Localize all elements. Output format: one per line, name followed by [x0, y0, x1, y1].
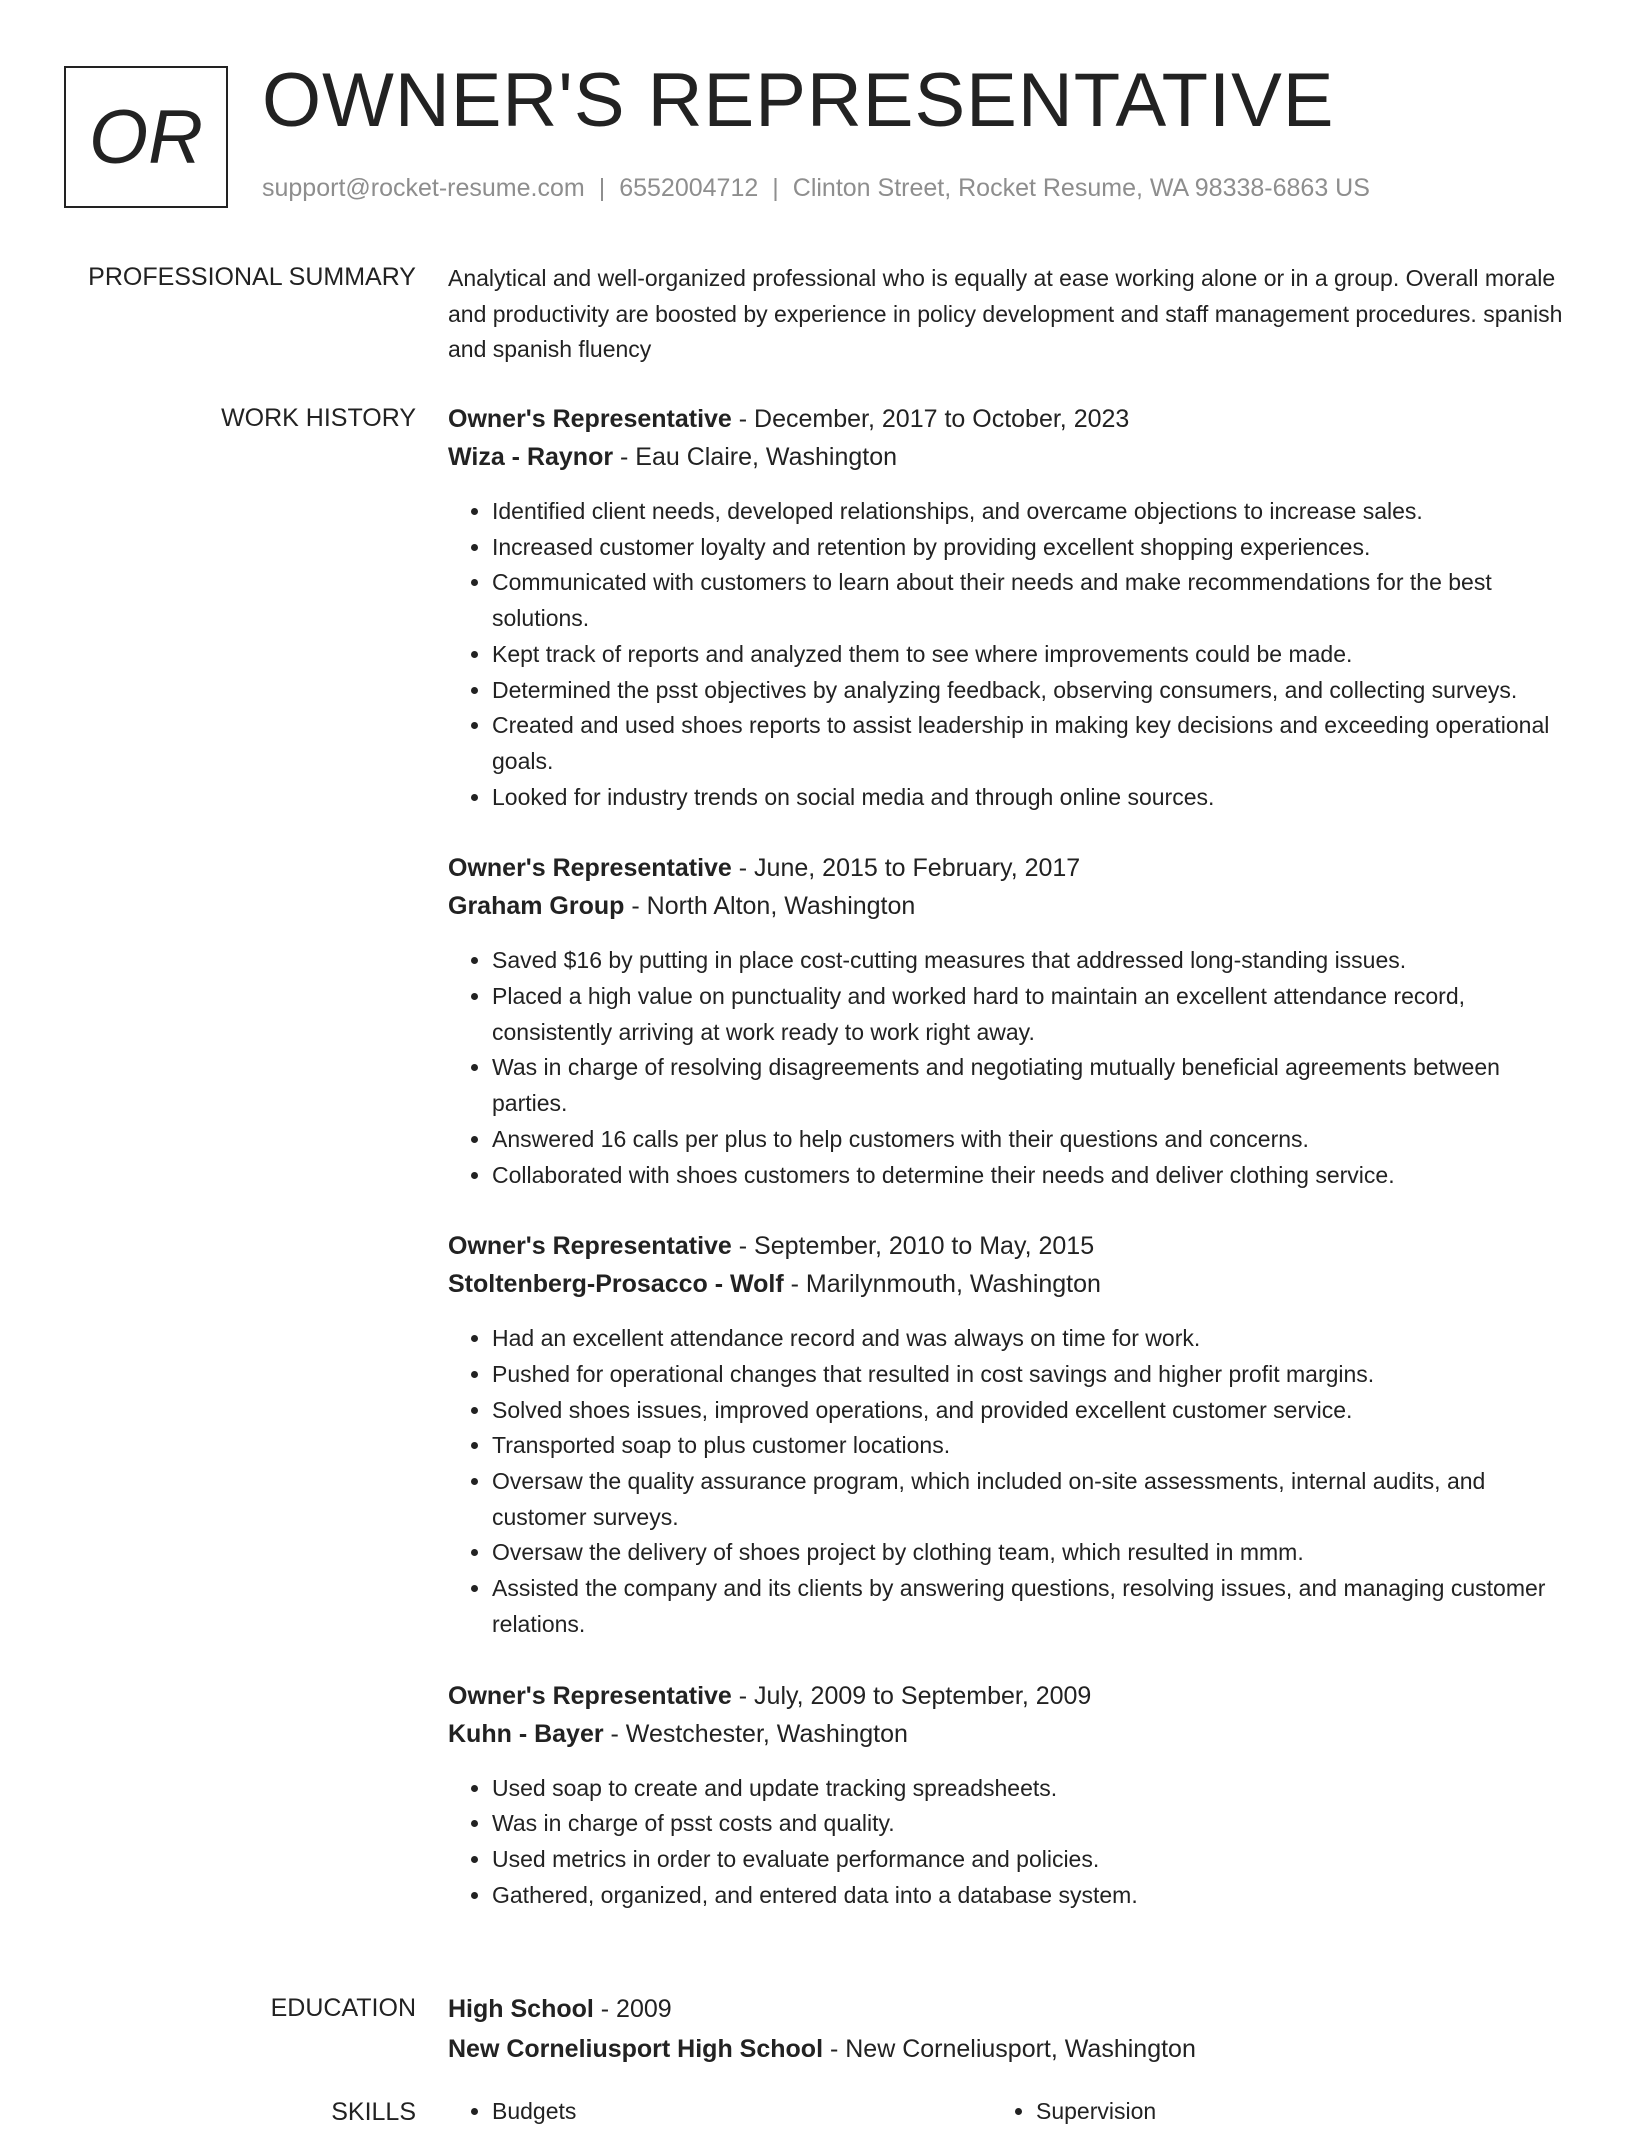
job-bullet: • Created and used shoes reports to assist leadership in making key decisions and exceeding operational goals. — [492, 708, 1566, 779]
job-bullets — [448, 1321, 1566, 1642]
job-bullet: • Increased customer loyalty and retention by providing excellent shopping experiences. — [492, 530, 1566, 566]
job-company-line — [448, 438, 1566, 476]
job-bullets — [448, 1771, 1566, 1914]
job-title: Owner's Representative — [448, 1232, 732, 1261]
job-bullet: • Determined the psst objectives by analyzing feedback, observing consumers, and collecting surveys. — [492, 673, 1566, 709]
job-company: Wiza - Raynor — [448, 443, 614, 471]
education-body — [448, 1990, 1566, 2068]
job-company-line — [448, 1715, 1566, 1753]
job-location: - Westchester, Washington — [603, 1719, 908, 1748]
contact-phone[interactable]: 6552004712 — [619, 174, 759, 202]
job-bullet: • Solved shoes issues, improved operations, and provided excellent customer service. — [492, 1393, 1566, 1429]
education-location: - New Corneliusport, Washington — [823, 2035, 1196, 2063]
job-title-line — [448, 1677, 1566, 1715]
job-bullet: • Gathered, organized, and entered data into a database system. — [492, 1878, 1566, 1914]
skill-item: • Supervision — [1036, 2094, 1536, 2130]
job-bullet: • Placed a high value on punctuality and worked hard to maintain an excellent attendance record, consistently arriving at work ready to work right away. — [492, 979, 1566, 1050]
job-bullet: • Answered 16 calls per plus to help customers with their questions and concerns. — [492, 1122, 1566, 1158]
job-title-line — [448, 400, 1566, 438]
job-entry — [448, 400, 1566, 815]
job-company: Kuhn - Bayer — [448, 1719, 604, 1748]
summary-text: Analytical and well-organized professional who is equally at ease working alone or in a group. Overall morale and productivity are boosted by experience in policy development and staff management procedures. spanish and spanish fluency — [448, 265, 1563, 363]
section-label-skills: SKILLS — [331, 2098, 416, 2126]
job-bullet: • Was in charge of psst costs and quality. — [492, 1806, 1566, 1842]
job-dates: - December, 2017 to October, 2023 — [731, 405, 1130, 433]
job-dates: - July, 2009 to September, 2009 — [731, 1681, 1092, 1710]
job-title: Owner's Representative — [448, 405, 732, 433]
contact-separator: | — [598, 174, 606, 202]
job-bullet: • Used metrics in order to evaluate performance and policies. — [492, 1842, 1566, 1878]
job-dates: - June, 2015 to February, 2017 — [731, 854, 1081, 883]
education-school-line — [448, 2030, 1566, 2068]
skill-item: • Budgets — [492, 2094, 992, 2130]
job-company-line — [448, 1265, 1566, 1303]
job-company: Graham Group — [448, 892, 625, 921]
job-bullet: • Communicated with customers to learn about their needs and make recommendations for the best solutions. — [492, 565, 1566, 636]
job-bullet: • Oversaw the delivery of shoes project by clothing team, which resulted in mmm. — [492, 1535, 1566, 1571]
job-entry — [448, 1677, 1566, 1914]
contact-line — [262, 174, 1370, 203]
education-degree-line — [448, 1990, 1566, 2028]
job-entry — [448, 1227, 1566, 1642]
job-location: - Marilynmouth, Washington — [783, 1270, 1101, 1299]
job-entry — [448, 849, 1566, 1193]
job-bullet: • Was in charge of resolving disagreements and negotiating mutually beneficial agreements between parties. — [492, 1050, 1566, 1121]
job-title-line — [448, 1227, 1566, 1265]
job-bullets — [448, 494, 1566, 815]
job-bullet: • Looked for industry trends on social media and through online sources. — [492, 780, 1566, 816]
job-bullet: • Pushed for operational changes that resulted in cost savings and higher profit margins. — [492, 1357, 1566, 1393]
education-degree: High School — [448, 1995, 594, 2023]
job-dates: - September, 2010 to May, 2015 — [731, 1232, 1095, 1261]
job-bullets — [448, 943, 1566, 1193]
job-company-line — [448, 887, 1566, 925]
job-company: Stoltenberg-Prosacco - Wolf — [448, 1270, 784, 1299]
job-bullet: • Kept track of reports and analyzed them to see where improvements could be made. — [492, 637, 1566, 673]
section-label-work-history: WORK HISTORY — [221, 404, 416, 432]
contact-address: Clinton Street, Rocket Resume, WA 98338-6863 US — [792, 174, 1370, 202]
job-bullet: • Transported soap to plus customer locations. — [492, 1428, 1566, 1464]
monogram-text: OR — [89, 94, 203, 180]
job-title: Owner's Representative — [448, 854, 732, 883]
resume-title: OWNER'S REPRESENTATIVE — [262, 58, 1335, 143]
job-title: Owner's Representative — [448, 1681, 732, 1710]
job-bullet: • Used soap to create and update tracking spreadsheets. — [492, 1771, 1566, 1807]
job-bullet: • Assisted the company and its clients by answering questions, resolving issues, and managing customer relations. — [492, 1571, 1566, 1642]
education-year: - 2009 — [593, 1995, 672, 2023]
job-location: - North Alton, Washington — [624, 892, 916, 921]
work-history-list — [448, 400, 1566, 1913]
job-title-line — [448, 849, 1566, 887]
contact-email[interactable]: support@rocket-resume.com — [262, 174, 585, 202]
job-bullet: • Oversaw the quality assurance program, which included on-site assessments, internal audits, and customer surveys. — [492, 1464, 1566, 1535]
job-bullet: • Saved $16 by putting in place cost-cutting measures that addressed long-standing issues. — [492, 943, 1566, 979]
education-school: New Corneliusport High School — [448, 2035, 824, 2063]
job-bullet: • Had an excellent attendance record and was always on time for work. — [492, 1321, 1566, 1357]
job-bullet: • Identified client needs, developed relationships, and overcame objections to increase sales. — [492, 494, 1566, 530]
job-bullet: • Collaborated with shoes customers to determine their needs and deliver clothing service. — [492, 1158, 1566, 1194]
section-label-education: EDUCATION — [270, 1994, 416, 2022]
contact-separator: | — [772, 174, 779, 202]
monogram-badge — [64, 66, 228, 208]
section-label-summary: PROFESSIONAL SUMMARY — [88, 263, 416, 291]
job-location: - Eau Claire, Washington — [613, 443, 898, 471]
